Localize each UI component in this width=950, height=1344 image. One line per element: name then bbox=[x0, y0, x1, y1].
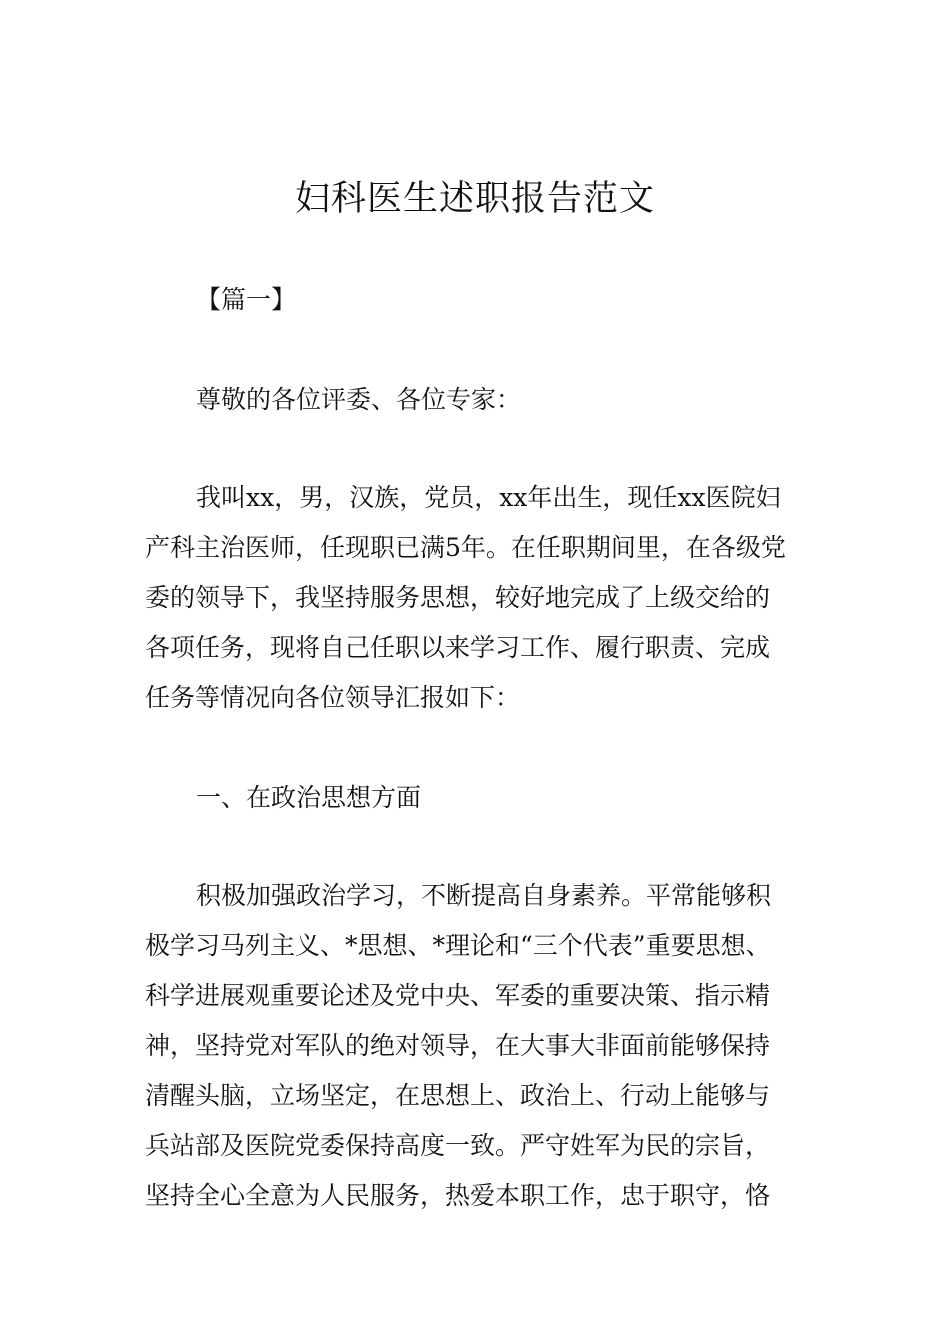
paragraph-line: 科学进展观重要论述及党中央、军委的重要决策、指示精 bbox=[145, 981, 771, 1010]
paragraph-line: 各项任务，现将自己任职以来学习工作、履行职责、完成 bbox=[145, 633, 771, 662]
paragraph-line: 神，坚持党对军队的绝对领导，在大事大非面前能够保持 bbox=[145, 1031, 771, 1060]
paragraph-line: 坚持全心全意为人民服务，热爱本职工作，忠于职守，恪 bbox=[145, 1181, 771, 1210]
paragraph-line: 清醒头脑，立场坚定，在思想上、政治上、行动上能够与 bbox=[145, 1081, 771, 1110]
section-heading: 一、在政治思想方面 bbox=[196, 783, 422, 812]
paragraph-line: 极学习马列主义、*思想、*理论和“三个代表”重要思想、 bbox=[145, 931, 771, 960]
paragraph-line: 积极加强政治学习，不断提高自身素养。平常能够积 bbox=[196, 881, 772, 910]
document-title: 妇科医生述职报告范文 bbox=[294, 179, 655, 219]
greeting: 尊敬的各位评委、各位专家： bbox=[196, 385, 522, 414]
paragraph-line: 兵站部及医院党委保持高度一致。严守姓军为民的宗旨， bbox=[145, 1131, 771, 1160]
section-label: 【篇一】 bbox=[196, 285, 297, 314]
paragraph-line: 我叫xx，男，汉族，党员，xx年出生，现任xx医院妇 bbox=[196, 483, 781, 512]
paragraph-line: 任务等情况向各位领导汇报如下： bbox=[145, 683, 521, 712]
paragraph-line: 委的领导下，我坚持服务思想，较好地完成了上级交给的 bbox=[145, 583, 771, 612]
paragraph-line: 产科主治医师，任现职已满5年。在任职期间里，在各级党 bbox=[145, 533, 786, 562]
